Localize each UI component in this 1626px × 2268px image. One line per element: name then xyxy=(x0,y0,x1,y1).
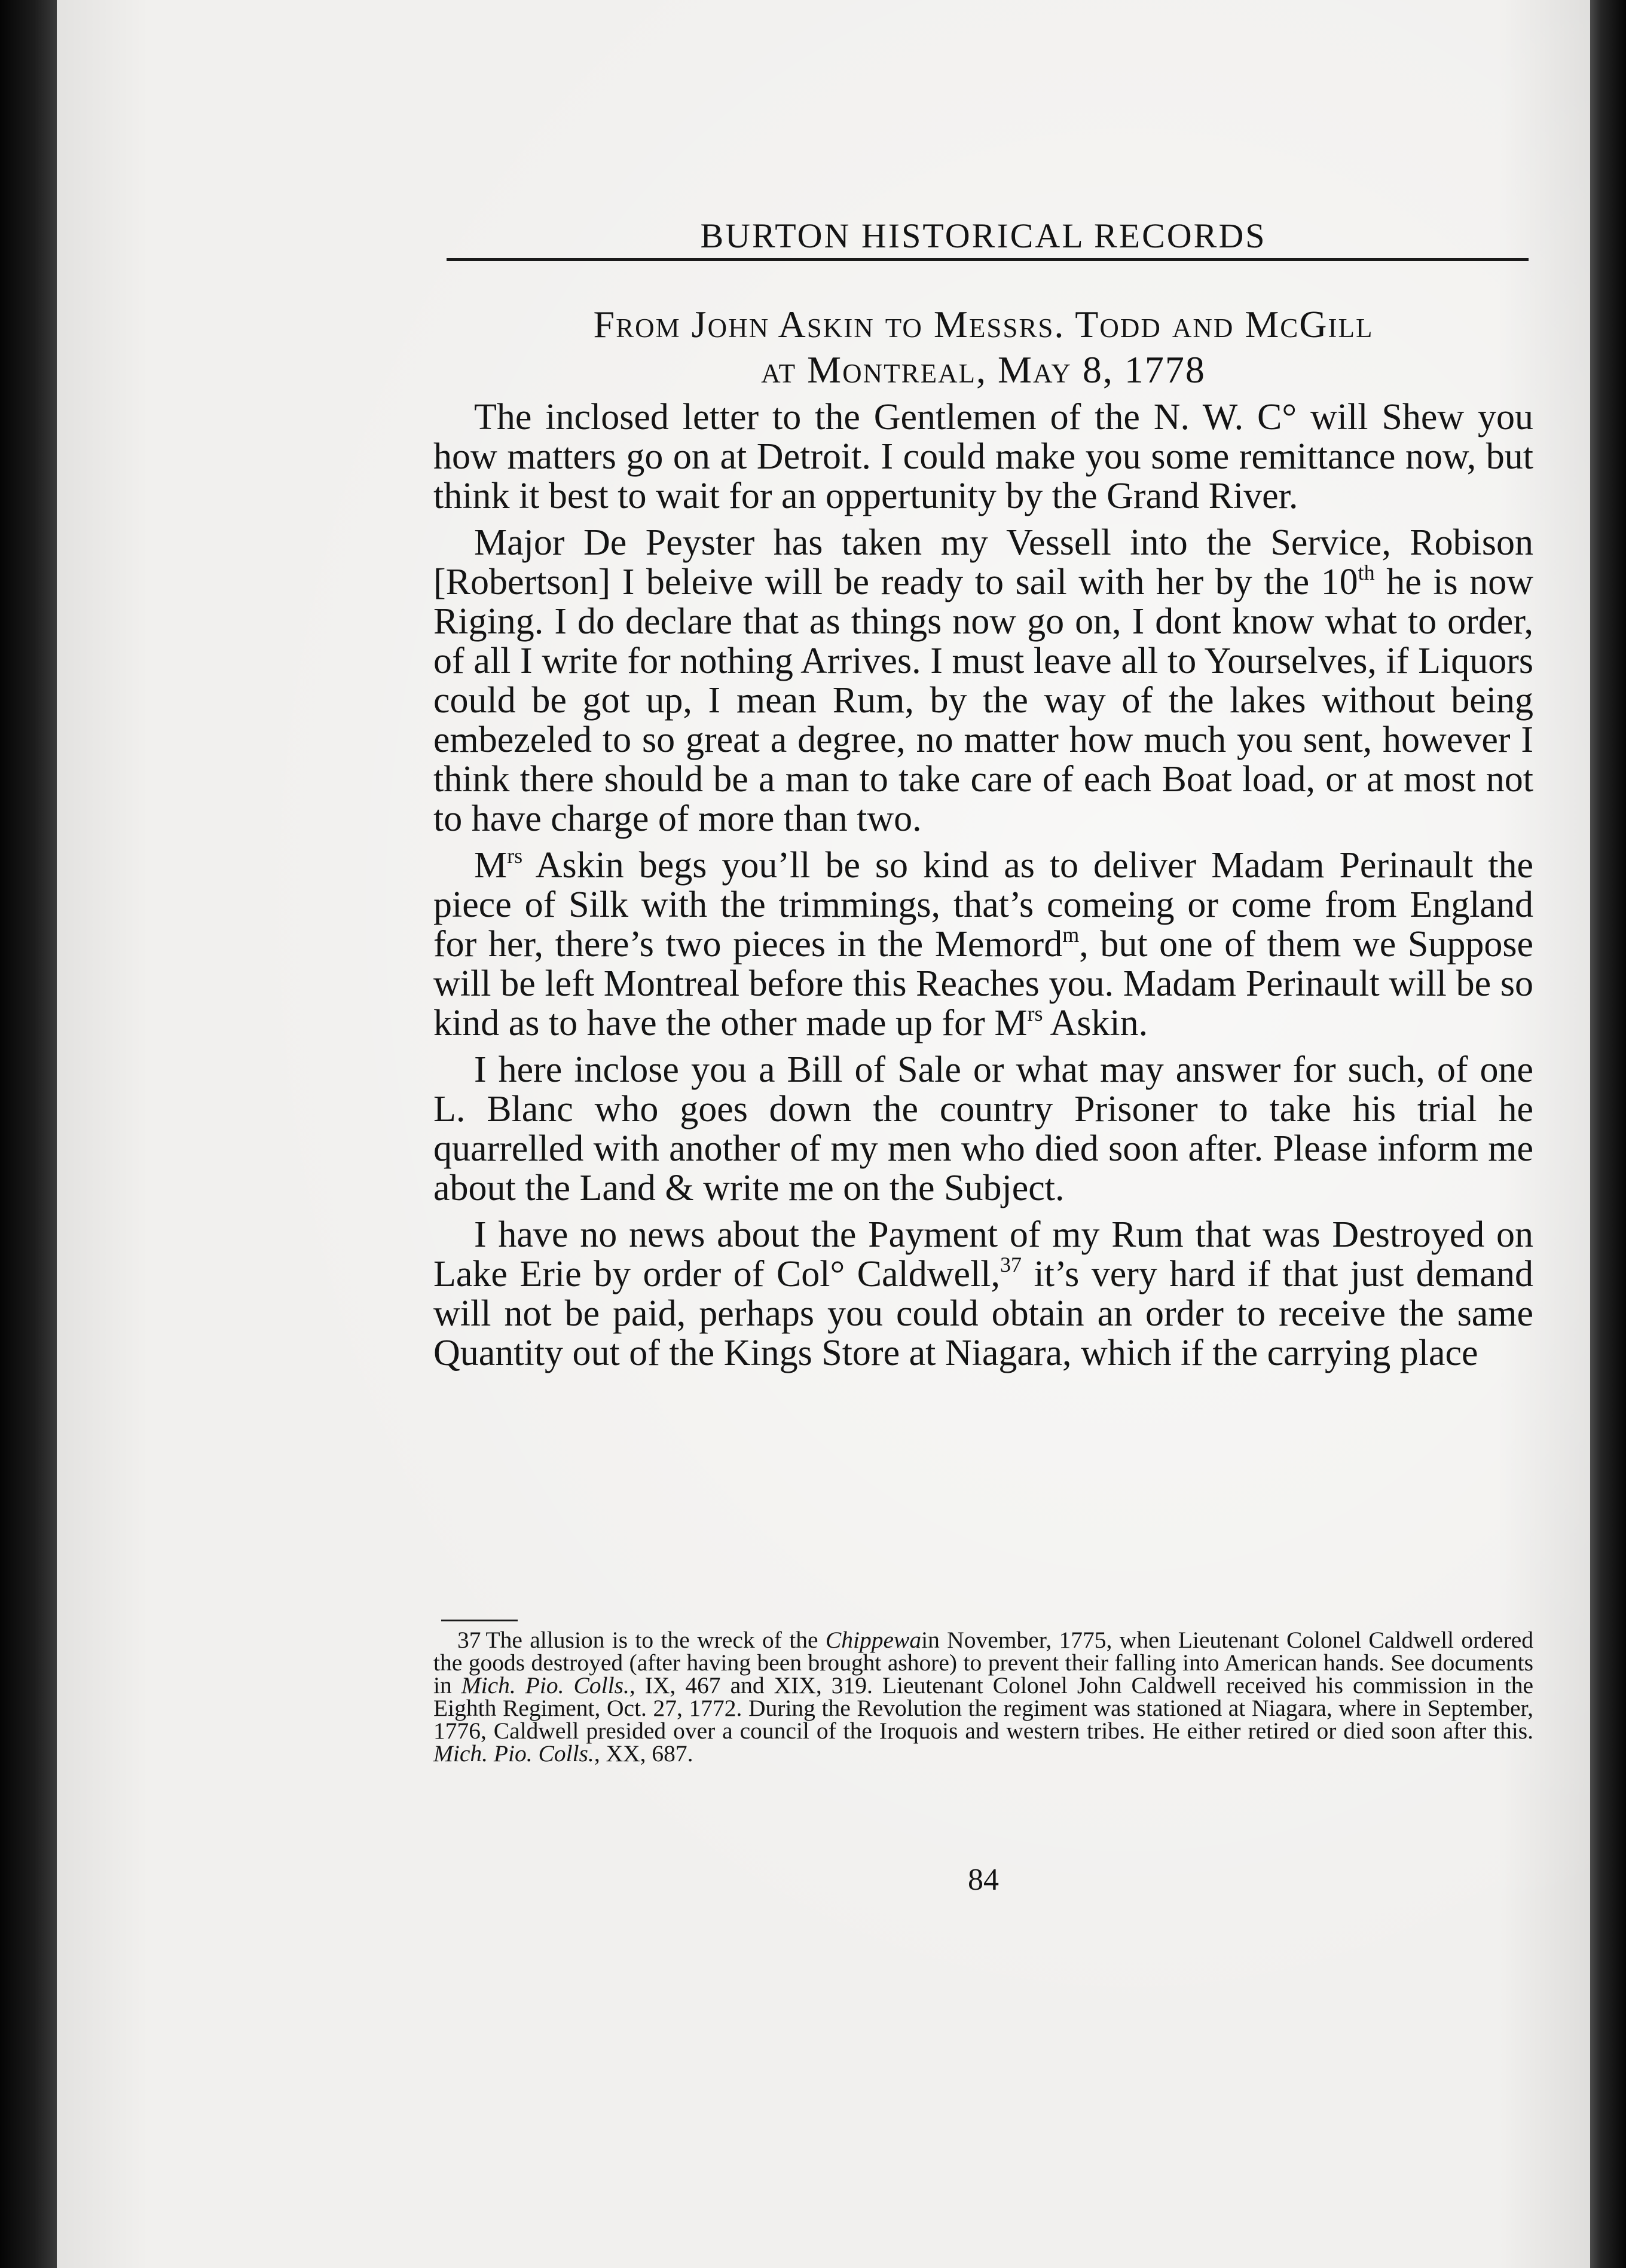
page-number: 84 xyxy=(968,1863,999,1897)
citation-1: Mich. Pio. Colls. xyxy=(461,1672,629,1698)
paragraph-3: $M^{rs}$ Askin begs you’ll be so kind as to deliver Madam Perinault the piece of Silk with the trimmings, that’s comeing or come from England for her, there’s two pieces in the Memord$^m$, but one of them we Suppose will be left Montreal before this Reaches you. Madam Perinault will be so kind as to have the other made up for $M^{rs}$ Askin. xyxy=(433,844,1534,1043)
running-head-rule xyxy=(447,258,1529,261)
citation-2: Mich. Pio. Colls. xyxy=(433,1740,594,1767)
footnote-number: 37 xyxy=(457,1627,481,1653)
book-page xyxy=(57,0,1590,2268)
letter-title-line-1: From John Askin to Messrs. Todd and McGill xyxy=(593,303,1374,345)
ship-name: Chippewa xyxy=(825,1627,922,1653)
footnote-rule xyxy=(441,1620,518,1621)
scan-border-right xyxy=(1590,0,1626,2268)
paragraph-5: I have no news about the Payment of my Rum that was Destroyed on Lake Erie by order of Col° Caldwell,$^{37}$ it’s very hard if that just demand will not be paid, perhaps you could obtain an order to receive the same Quantity out of the Kings Store at Niagara, which if the carrying place xyxy=(433,1214,1533,1373)
footnote: 37 The allusion is to the wreck of the Chippewain November, 1775, when Lieutenant Colonel Caldwell ordered the goods destroyed (after having been brought ashore) to prevent their falling into American hands. See documents in Mich. Pio. Colls., IX, 467 and XIX, 319. Lieutenant Colonel John Caldwell received his commission in the Eighth Regiment, Oct. 27, 1772. During the Revolution the regiment was stationed at Niagara, where in September, 1776, Caldwell presided over a council of the Iroquois and western tribes. He either retired or died soon after this. Mich. Pio. Colls., XX, 687. xyxy=(433,1627,1534,1767)
paragraph-1: The inclosed letter to the Gentlemen of the N. W. C° will Shew you how matters go on at Detroit. I could make you some remittance now, but think it best to wait for an oppertunity by the Grand River. xyxy=(433,397,1533,516)
running-head: BURTON HISTORICAL RECORDS xyxy=(700,216,1267,255)
letter-body xyxy=(433,397,1533,1380)
scan-border-left xyxy=(0,0,57,2268)
paragraph-4: I here inclose you a Bill of Sale or what may answer for such, of one L. Blanc who goes down the country Prisoner to take his trial he quarrelled with another of my men who died soon after. Please inform me about the Land & write me on the Subject. xyxy=(433,1049,1533,1208)
paragraph-2: Major De Peyster has taken my Vessell into the Service, Robison [Robertson] I beleive will be ready to sail with her by the 10th he is now Riging. I do declare that as things now go on, I dont know what to order, of all I write for nothing Arrives. I must leave all to Yourselves, if Liquors could be got up, I mean Rum, by the way of the lakes without being embezeled to so great a degree, no matter how much you sent, however I think there should be a man to take care of each Boat load, or at most not to have charge of more than two. xyxy=(433,522,1533,839)
letter-title xyxy=(433,302,1533,393)
letter-title-line-2: at Montreal, May 8, 1778 xyxy=(761,348,1206,391)
footnote-reference: 37 xyxy=(1000,1253,1022,1277)
